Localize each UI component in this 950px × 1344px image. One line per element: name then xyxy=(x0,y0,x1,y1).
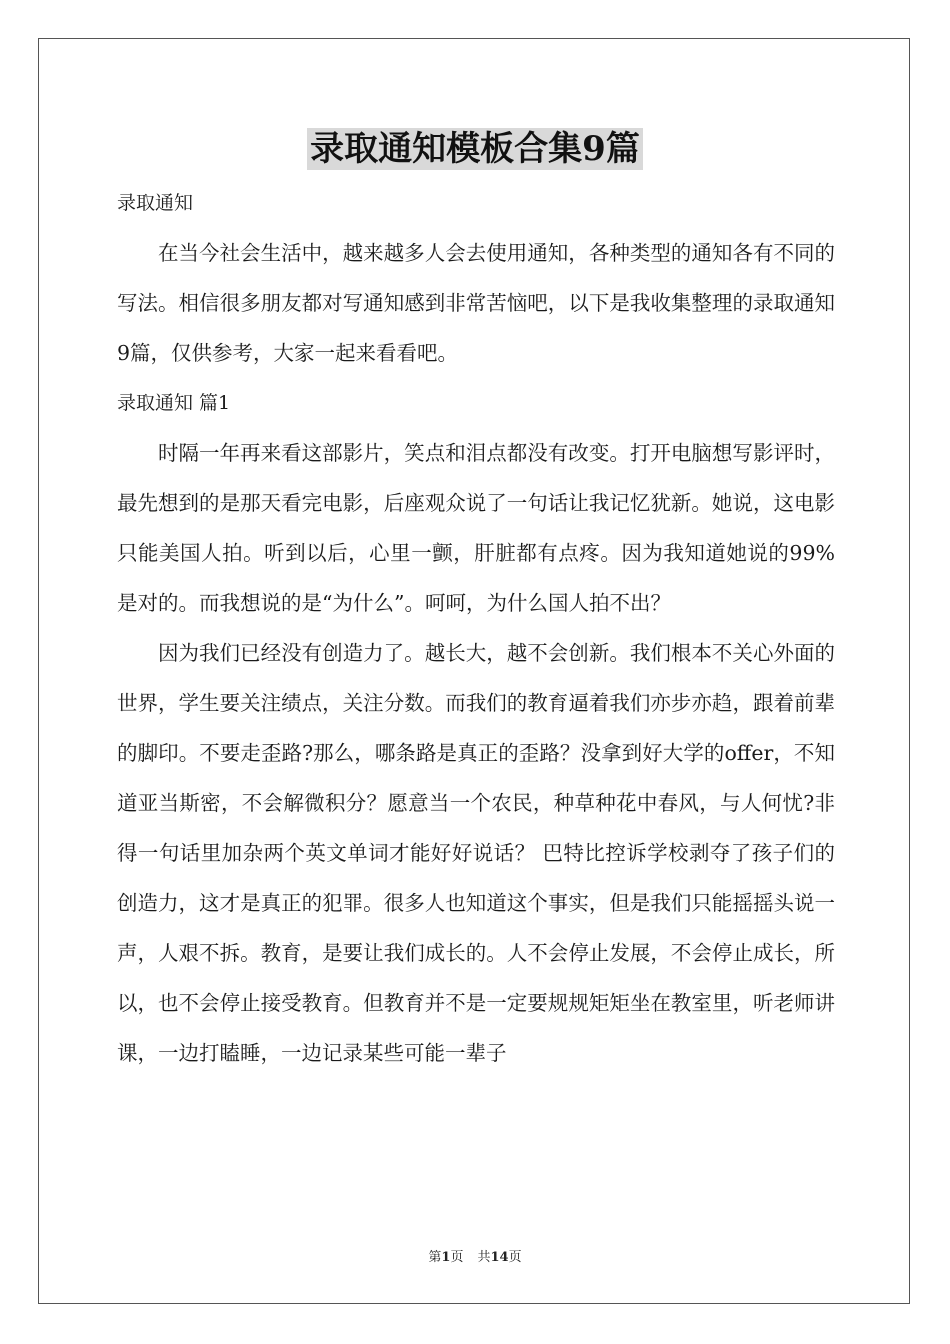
paragraph: 在当今社会生活中，越来越多人会去使用通知，各种类型的通知各有不同的写法。相信很多朋友都对写通知感到非常苦恼吧，以下是我收集整理的录取通知9篇，仅供参考，大家一起来看看吧。 xyxy=(117,241,835,365)
paragraph: 时隔一年再来看这部影片，笑点和泪点都没有改变。打开电脑想写影评时，最先想到的是那天看完电影，后座观众说了一句话让我记忆犹新。她说，这电影只能美国人拍。听到以后，心里一颤，肝脏都有点疼。因为我知道她说的99%是对的。而我想说的是“为什么”。呵呵，为什么国人拍不出？ xyxy=(117,441,835,615)
section-heading: 录取通知 xyxy=(117,192,194,214)
total-prefix: 共 xyxy=(477,1250,491,1265)
current-page-number: 1 xyxy=(441,1250,451,1265)
section-heading: 录取通知 篇1 xyxy=(117,392,231,414)
page-prefix: 第 xyxy=(428,1250,442,1265)
page-footer xyxy=(0,1246,950,1265)
total-page-count: 14 xyxy=(490,1250,509,1265)
total-suffix: 页 xyxy=(508,1250,522,1265)
document-title: 录取通知模板合集9篇 xyxy=(307,128,643,170)
title-container xyxy=(0,128,950,170)
document-body xyxy=(117,178,835,1078)
page-suffix: 页 xyxy=(450,1250,464,1265)
paragraph: 因为我们已经没有创造力了。越长大，越不会创新。我们根本不关心外面的世界，学生要关注绩点，关注分数。而我们的教育逼着我们亦步亦趋，跟着前辈的脚印。不要走歪路?那么，哪条路是真正的歪路？没拿到好大学的offer，不知道亚当斯密，不会解微积分？愿意当一个农民，种草种花中春风，与人何忧?非得一句话里加杂两个英文单词才能好好说话？ 巴特比控诉学校剥夺了孩子们的创造力，这才是真正的犯罪。很多人也知道这个事实，但是我们只能摇摇头说一声，人艰不拆。教育，是要让我们成长的。人不会停止发展，不会停止成长，所以，也不会停止接受教育。但教育并不是一定要规规矩矩坐在教室里，听老师讲课，一边打瞌睡，一边记录某些可能一辈子 xyxy=(117,641,835,1065)
